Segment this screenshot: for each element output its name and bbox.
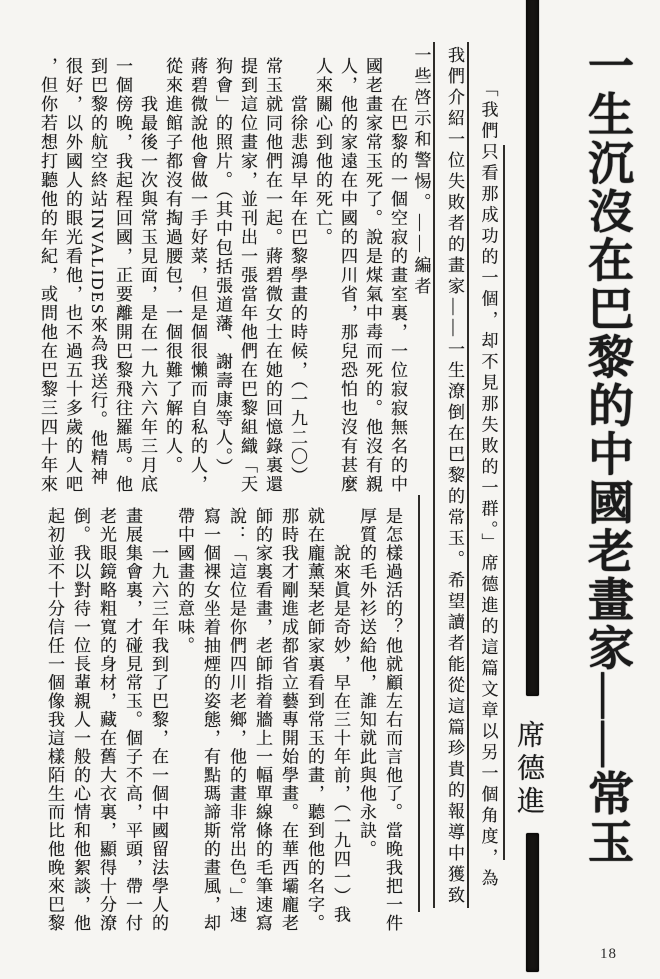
text-column: 我們介紹一位失敗者的畫家——一生潦倒在巴黎的常玉。希望讀者能從這篇珍貴的報導中獲致 — [445, 46, 464, 907]
text-column: 那時我才剛進成都省立藝專開始學畫。在華西壩龐老 — [279, 507, 298, 933]
text-column: 人，他的家遠在中國的四川省，那兒恐怕也沒有甚麼 — [338, 57, 357, 494]
text-column: 一九六三年我到了巴黎，在一個中國留法學人的 — [149, 507, 168, 933]
text-column: 寫一個裸女坐着抽煙的姿態，有點瑪諦斯的畫風，却 — [201, 507, 220, 933]
article-title-text: 一生沉沒在巴黎的中國老畫家——常玉 — [582, 42, 633, 867]
article-title — [584, 42, 640, 882]
text-column: 人來關心到他的死亡。 — [313, 57, 332, 247]
text-column: 國老畫家常玉死了。說是煤氣中毒而死的。他沒有親 — [363, 57, 382, 494]
author-name — [514, 720, 548, 840]
text-column: 畫展集會裏，才碰見常玉。個子不高，平頭，帶一付 — [123, 507, 142, 933]
text-column: 起初並不十分信任一個像我這樣陌生而比他晚來巴黎 — [45, 507, 64, 933]
text-column: 從來進館子都沒有掏過腰包，一個很難了解的人。 — [163, 57, 182, 475]
text-column: 當徐悲鴻早年在巴黎學畫的時候，（一九二〇） — [288, 57, 307, 486]
text-column: 狗會」的照片。（其中包括張道藩、謝壽康等人。） — [213, 57, 232, 477]
text-column: 帶中國畫的意味。 — [175, 507, 194, 655]
text-column: 就在龐薰琹老師家裏看到常玉的畫，聽到他的名字。 — [305, 507, 324, 933]
text-column: 常玉就同他們在一起。蔣碧微女士在她的回憶錄裏還 — [263, 57, 282, 494]
binding-bar-top — [526, 0, 539, 696]
page-number: 18 — [600, 946, 617, 962]
text-column: 很好，以外國人的眼光看他，也不過五十多歲的人吧 — [63, 57, 82, 494]
text-column: 說：「這位是你們四川老鄉，他的畫非常出色。」速 — [227, 507, 246, 924]
text-column: 老光眼鏡略粗寬的身材，藏在舊大衣裏，顯得十分潦 — [97, 507, 116, 933]
binding-bar-bottom — [526, 833, 539, 972]
text-column: 是怎樣過活的？他就顧左右而言他了。當晚我把一件 — [383, 507, 402, 933]
body-text-lower — [41, 507, 405, 937]
text-column: 我最後一次與常玉見面，是在一九六六年三月底 — [138, 57, 157, 494]
text-column: 在巴黎的一個空寂的畫室裏，一位寂寂無名的中 — [388, 57, 407, 494]
text-column: 一個傍晚，我起程回國，正要離開巴黎飛往羅馬。他 — [113, 57, 132, 494]
text-column: 厚質的毛外衫送給他，誰知就此與他永訣。 — [357, 507, 376, 859]
text-column: ，但你若想打聽他的年紀，或問他在巴黎三四十年來 — [38, 57, 57, 494]
editor-note — [400, 46, 501, 914]
column-rule — [503, 145, 505, 860]
author-name-text: 席德進 — [513, 720, 544, 819]
text-column: 到巴黎的航空終站INVALIDES來為我送行。他精神 — [88, 57, 107, 487]
text-column: 提到這位畫家，並刊出一張當年他們在巴黎組織「天 — [238, 57, 257, 494]
text-column: 蔣碧微說他會做一手好菜，但是個很懶而自私的人， — [188, 57, 207, 494]
text-column: 說來眞是奇妙，早在三十年前，（一九四一）我 — [331, 507, 350, 924]
text-column: 倒。我以對待一位長輩親人一般的心情和他絮談，他 — [71, 507, 90, 933]
text-column: 一些啓示和警惕。——編者 — [411, 46, 431, 298]
text-column: 師的家裏看畫，老師指着牆上一幅單線條的毛筆速寫 — [253, 507, 272, 933]
body-text-upper — [35, 57, 410, 499]
text-column: 「我們只看那成功的一個，却不見那失敗的一群。」席德進的這篇文章以另一個角度，為 — [478, 46, 498, 890]
